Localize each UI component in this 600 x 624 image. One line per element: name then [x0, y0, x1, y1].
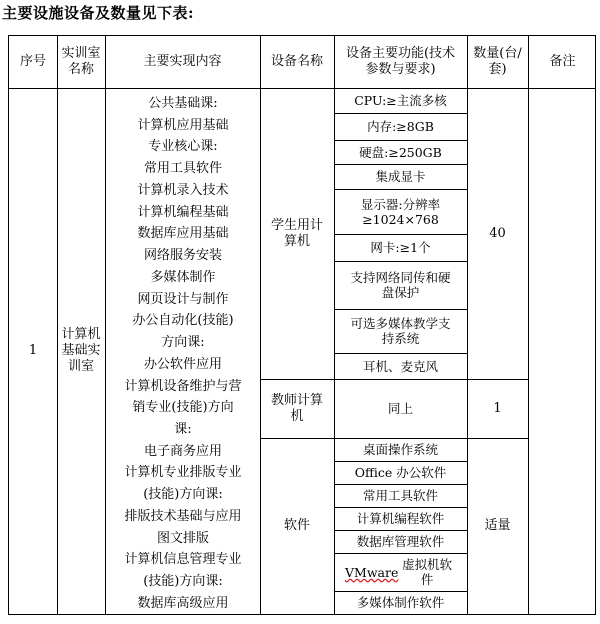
- equipment-table: [8, 35, 596, 615]
- device-name-teacher: 教师计算机: [270, 392, 323, 424]
- func-item: 同上: [387, 401, 413, 416]
- func-item: 桌面操作系统: [362, 442, 438, 457]
- func-item: 支持网络同传和硬盘保护: [350, 270, 451, 300]
- content-line: 常用工具软件: [143, 161, 222, 177]
- content-line: 计算机专业排版专业: [124, 465, 242, 481]
- col-divider: [528, 36, 529, 614]
- content-line: 办公软件应用: [143, 356, 222, 372]
- qty-software: 适量: [484, 518, 511, 533]
- func-item: 耳机、麦克风: [362, 358, 438, 374]
- device-name-student: 学生用计算机: [270, 217, 323, 249]
- content-line: 计算机信息管理专业: [124, 552, 242, 568]
- content-line: 计算机编程基础: [137, 204, 229, 220]
- header-content: 主要实现内容: [143, 54, 222, 69]
- func-item: 硬盘:≥250GB: [359, 144, 442, 160]
- func-item: Office 办公软件: [354, 465, 447, 480]
- row-seq: 1: [28, 343, 38, 358]
- header-device: 设备名称: [270, 54, 323, 69]
- content-line: (技能)方向课:: [143, 574, 223, 590]
- header-func: 设备主要功能(技术参数与要求): [345, 46, 456, 77]
- content-line: 计算机录入技术: [137, 182, 229, 198]
- content-line: 专业核心课:: [148, 139, 218, 155]
- row-room: 计算机基础实训室: [61, 327, 101, 374]
- content-line: 数据库应用基础: [137, 226, 229, 242]
- page-title: 主要设施设备及数量见下表:: [2, 4, 195, 22]
- func-item: 集成显卡: [375, 169, 426, 184]
- func-item: 计算机编程软件: [356, 511, 445, 526]
- header-seq: 序号: [19, 54, 46, 69]
- content-line: 方向课:: [161, 335, 205, 351]
- content-line: 电子商务应用: [143, 443, 222, 459]
- content-line: 计算机设备维护与营: [124, 378, 242, 394]
- func-item: 显示器:分辨率≥1024×768: [360, 196, 441, 227]
- content-line: (技能)方向课:: [143, 487, 223, 503]
- content-line: 排版技术基础与应用: [124, 508, 242, 524]
- content-line: 公共基础课:: [148, 96, 218, 111]
- func-item: 网卡:≥1个: [370, 240, 431, 255]
- content-line: 数据库高级应用: [137, 595, 229, 611]
- content-line: 网页设计与制作: [137, 291, 229, 307]
- content-line: 计算机应用基础: [137, 117, 229, 133]
- content-line: 网络服务安装: [143, 248, 222, 264]
- func-item: VMware 虚拟机软件: [345, 557, 453, 587]
- content-list: [106, 92, 260, 614]
- content-line: 办公自动化(技能): [132, 313, 234, 329]
- content-line: 课:: [174, 422, 192, 438]
- qty-teacher: 1: [493, 400, 502, 416]
- func-item: 数据库管理软件: [356, 534, 445, 549]
- func-item: 多媒体制作软件: [356, 595, 445, 610]
- qty-student: 40: [489, 225, 506, 241]
- func-item: 常用工具软件: [362, 488, 438, 503]
- content-line: 多媒体制作: [150, 269, 216, 285]
- func-item: 可选多媒体教学支持系统: [350, 316, 451, 346]
- func-item: CPU:≥主流多核: [354, 93, 447, 108]
- header-qty: 数量(台/套): [473, 46, 522, 77]
- device-name-software: 软件: [283, 518, 310, 533]
- func-item: 内存:≥8GB: [367, 119, 434, 134]
- content-line: 销专业(技能)方向: [132, 400, 234, 416]
- header-room: 实训室名称: [61, 46, 101, 77]
- content-line: 图文排版: [156, 530, 209, 546]
- header-remark: 备注: [549, 54, 576, 69]
